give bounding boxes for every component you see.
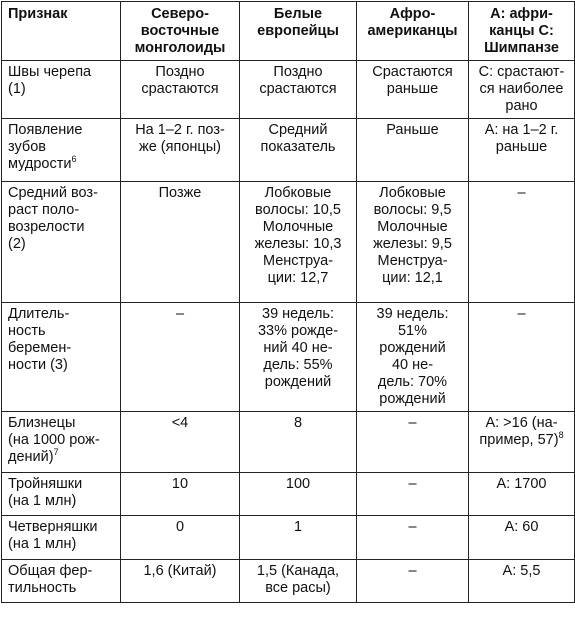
row-label: Швы черепа (1) xyxy=(2,61,121,119)
table-row xyxy=(2,516,575,560)
table-cell: 39 недель: 33% рожде- ний 40 не- дель: 55% рождений xyxy=(240,303,357,412)
table-cell: 39 недель: 51% рождений 40 не- дель: 70% рождений xyxy=(357,303,469,412)
table-row xyxy=(2,412,575,473)
table-cell: <4 xyxy=(121,412,240,473)
header-row xyxy=(2,2,575,61)
table-cell: – xyxy=(469,303,575,412)
table-cell: 10 xyxy=(121,473,240,516)
table-cell: Поздно срастаются xyxy=(240,61,357,119)
header-african-americans: Афро- американцы xyxy=(357,2,469,61)
table-cell: Раньше xyxy=(357,119,469,182)
table-cell: – xyxy=(121,303,240,412)
row-label: Средний воз- раст поло- возрелости (2) xyxy=(2,182,121,303)
table-cell: 100 xyxy=(240,473,357,516)
row-label: Четверняшки (на 1 млн) xyxy=(2,516,121,560)
row-label: Близнецы (на 1000 рож- дений)$^7$ xyxy=(2,412,121,473)
table-row xyxy=(2,303,575,412)
table-cell: Средний показатель xyxy=(240,119,357,182)
table-cell: На 1–2 г. поз- же (японцы) xyxy=(121,119,240,182)
table-cell: 1,5 (Канада, все расы) xyxy=(240,560,357,603)
header-africans-chimpanzees: А: афри- канцы С: Шимпанзе xyxy=(469,2,575,61)
table-cell: А: на 1–2 г. раньше xyxy=(469,119,575,182)
table-cell: Поздно срастаются xyxy=(121,61,240,119)
table-cell: 1 xyxy=(240,516,357,560)
table-cell: 8 xyxy=(240,412,357,473)
table-cell: Позже xyxy=(121,182,240,303)
table-cell: Срастаются раньше xyxy=(357,61,469,119)
table-cell: 1,6 (Китай) xyxy=(121,560,240,603)
table-row xyxy=(2,61,575,119)
row-label: Общая фер- тильность xyxy=(2,560,121,603)
table-cell: Лобковые волосы: 9,5 Молочные железы: 9,5 Менструа- ции: 12,1 xyxy=(357,182,469,303)
table-cell: – xyxy=(357,473,469,516)
row-label: Тройняшки (на 1 млн) xyxy=(2,473,121,516)
table-cell: 0 xyxy=(121,516,240,560)
header-white-europeans: Белые европейцы xyxy=(240,2,357,61)
table-cell: А: 1700 xyxy=(469,473,575,516)
header-northeast-mongoloids: Северо- восточные монголоиды xyxy=(121,2,240,61)
table-cell: Лобковые волосы: 10,5 Молочные железы: 10,3 Менструа- ции: 12,7 xyxy=(240,182,357,303)
header-trait: Признак xyxy=(2,2,121,61)
table-cell: С: срастают- ся наиболее рано xyxy=(469,61,575,119)
table-cell: – xyxy=(469,182,575,303)
row-label: Длитель- ность беремен- ности (3) xyxy=(2,303,121,412)
table-row xyxy=(2,560,575,603)
table-cell: А: 5,5 xyxy=(469,560,575,603)
table-row xyxy=(2,473,575,516)
table-cell: – xyxy=(357,560,469,603)
table-row xyxy=(2,182,575,303)
table-cell: – xyxy=(357,516,469,560)
comparison-table xyxy=(1,1,575,603)
table-cell: А: >16 (на- пример, 57)$^8$ xyxy=(469,412,575,473)
table-row xyxy=(2,119,575,182)
table-cell: – xyxy=(357,412,469,473)
row-label: Появление зубов мудрости$^6$ xyxy=(2,119,121,182)
table-cell: А: 60 xyxy=(469,516,575,560)
